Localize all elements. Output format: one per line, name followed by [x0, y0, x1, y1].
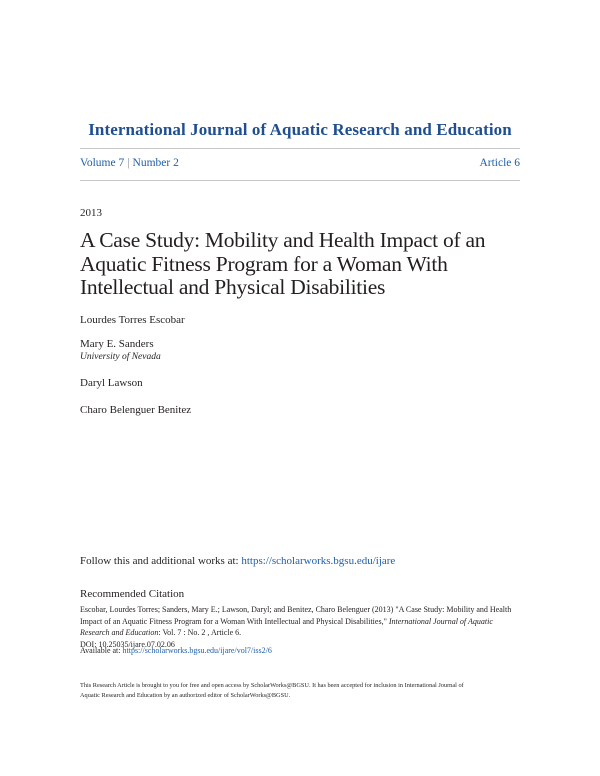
volume-issue-link[interactable]	[80, 157, 179, 169]
follow-line	[80, 555, 395, 567]
volume-label[interactable]: Volume 7	[80, 157, 125, 169]
author-name: Daryl Lawson	[80, 377, 143, 389]
citation-line	[80, 627, 525, 639]
publication-year: 2013	[80, 207, 102, 219]
citation-journal: International Journal of Aquatic	[388, 616, 493, 626]
citation-text	[80, 604, 525, 650]
citation-line: Escobar, Lourdes Torres; Sanders, Mary E.; Lawson, Daryl; and Benitez, Charo Belenguer (2013) "A Case Study: Mobility and Health	[80, 605, 512, 614]
article-title: A Case Study: Mobility and Health Impact of an Aquatic Fitness Program for a Woman With Intellectual and Physical Disabilities	[80, 228, 486, 299]
citation-line-2: Impact of an Aquatic Fitness Program for a Woman With Intellectual and Physical Disabilities,"	[80, 616, 389, 626]
available-label: Available at:	[80, 646, 123, 655]
citation-volume: : Vol. 7 : No. 2 , Article 6.	[158, 628, 242, 637]
number-label[interactable]: Number 2	[132, 157, 179, 169]
available-link[interactable]: https://scholarworks.bgsu.edu/ijare/vol7/iss2/6	[122, 646, 272, 655]
header-rule-bottom	[80, 180, 520, 181]
citation-doi: DOI: 10.25035/ijare.07.02.06	[80, 639, 175, 649]
author-affiliation: University of Nevada	[80, 352, 161, 362]
recommended-citation-heading: Recommended Citation	[80, 588, 185, 600]
author-name: Charo Belenguer Benitez	[80, 404, 192, 416]
issue-separator: |	[127, 157, 130, 169]
footer-notice	[80, 681, 525, 701]
article-number-link[interactable]: Article 6	[479, 157, 520, 169]
footer-line: Aquatic Research and Education by an authorized editor of ScholarWorks@BGSU.	[80, 692, 291, 699]
follow-text: Follow this and additional works at:	[80, 555, 242, 567]
header-rule-top	[80, 148, 520, 149]
available-line	[80, 646, 272, 655]
citation-journal-cont: Research and Education	[80, 628, 159, 637]
journal-title[interactable]: International Journal of Aquatic Research and Education	[88, 120, 512, 139]
footer-line: This Research Article is brought to you for free and open access by ScholarWorks@BGSU. It has been accepted for inclusion in International Journal of	[80, 682, 464, 689]
author-name: Lourdes Torres Escobar	[80, 314, 185, 326]
citation-line	[80, 616, 525, 628]
follow-link[interactable]: https://scholarworks.bgsu.edu/ijare	[241, 555, 396, 567]
author-name: Mary E. Sanders	[80, 338, 154, 350]
